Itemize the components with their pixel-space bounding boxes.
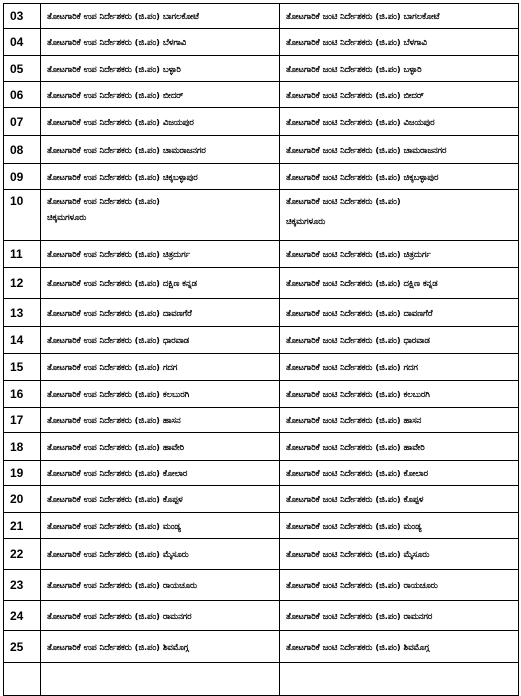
deputy-director-cell: ತೋಟಗಾರಿಕೆ ಉಪ ನಿರ್ದೇಶಕರು (ಜಿ.ಪಂ) ದಾವಣಗೆರೆ (41, 299, 280, 327)
table-row (4, 486, 519, 513)
deputy-director-cell (41, 663, 280, 696)
joint-director-cell: ತೋಟಗಾರಿಕೆ ಜಂಟಿ ನಿರ್ದೇಶಕರು (ಜಿ.ಪಂ) ಬಳ್ಳಾರಿ (280, 56, 519, 82)
table-row (4, 601, 519, 631)
deputy-director-cell: ತೋಟಗಾರಿಕೆ ಉಪ ನಿರ್ದೇಶಕರು (ಜಿ.ಪಂ) ವಿಜಯಪುರ (41, 108, 280, 136)
table-body (4, 4, 519, 696)
serial-number: 09 (4, 164, 41, 190)
table-row (4, 268, 519, 299)
deputy-director-cell: ತೋಟಗಾರಿಕೆ ಉಪ ನಿರ್ದೇಶಕರು (ಜಿ.ಪಂ) ಹಾಸನ (41, 408, 280, 433)
joint-director-cell: ತೋಟಗಾರಿಕೆ ಜಂಟಿ ನಿರ್ದೇಶಕರು (ಜಿ.ಪಂ) ರಾಯಚೂರು (280, 570, 519, 601)
serial-number: 05 (4, 56, 41, 82)
joint-director-cell: ತೋಟಗಾರಿಕೆ ಜಂಟಿ ನಿರ್ದೇಶಕರು (ಜಿ.ಪಂ) ಶಿವಮೊಗ್ಗ (280, 631, 519, 663)
deputy-director-cell: ತೋಟಗಾರಿಕೆ ಉಪ ನಿರ್ದೇಶಕರು (ಜಿ.ಪಂ) ಕೋಲಾರ (41, 461, 280, 486)
deputy-director-cell: ತೋಟಗಾರಿಕೆ ಉಪ ನಿರ್ದೇಶಕರು (ಜಿ.ಪಂ) ರಾಯಚೂರು (41, 570, 280, 601)
table-row (4, 108, 519, 136)
joint-director-line-1: ತೋಟಗಾರಿಕೆ ಜಂಟಿ ನಿರ್ದೇಶಕರು (ಜಿ.ಪಂ) (286, 196, 401, 206)
serial-number (4, 663, 41, 696)
deputy-director-cell: ತೋಟಗಾರಿಕೆ ಉಪ ನಿರ್ದೇಶಕರು (ಜಿ.ಪಂ) ಹಾವೇರಿ (41, 433, 280, 461)
joint-director-cell: ತೋಟಗಾರಿಕೆ ಜಂಟಿ ನಿರ್ದೇಶಕರು (ಜಿ.ಪಂ) ಧಾರವಾಡ (280, 327, 519, 354)
deputy-director-cell: ತೋಟಗಾರಿಕೆ ಉಪ ನಿರ್ದೇಶಕರು (ಜಿ.ಪಂ) ರಾಮನಗರ (41, 601, 280, 631)
deputy-director-cell: ತೋಟಗಾರಿಕೆ ಉಪ ನಿರ್ದೇಶಕರು (ಜಿ.ಪಂ) ಬಳ್ಳಾರಿ (41, 56, 280, 82)
joint-director-cell: ತೋಟಗಾರಿಕೆ ಜಂಟಿ ನಿರ್ದೇಶಕರು (ಜಿ.ಪಂ) ದಾವಣಗೆರೆ (280, 299, 519, 327)
deputy-director-line-1: ತೋಟಗಾರಿಕೆ ಉಪ ನಿರ್ದೇಶಕರು (ಜಿ.ಪಂ) (47, 196, 160, 206)
joint-director-cell: ತೋಟಗಾರಿಕೆ ಜಂಟಿ ನಿರ್ದೇಶಕರು (ಜಿ.ಪಂ) ಚಾಮರಾಜನಗರ (280, 136, 519, 164)
serial-number: 20 (4, 486, 41, 513)
deputy-director-cell: ತೋಟಗಾರಿಕೆ ಉಪ ನಿರ್ದೇಶಕರು (ಜಿ.ಪಂ) ಗದಗ (41, 354, 280, 381)
deputy-director-cell: ತೋಟಗಾರಿಕೆ ಉಪ ನಿರ್ದೇಶಕರು (ಜಿ.ಪಂ) ಕೊಪ್ಪಳ (41, 486, 280, 513)
deputy-director-cell: ತೋಟಗಾರಿಕೆ ಉಪ ನಿರ್ದೇಶಕರು (ಜಿ.ಪಂ) ಬೆಳಗಾವಿ (41, 29, 280, 56)
table-row (4, 570, 519, 601)
table-row (4, 164, 519, 190)
joint-director-cell: ತೋಟಗಾರಿಕೆ ಜಂಟಿ ನಿರ್ದೇಶಕರು (ಜಿ.ಪಂ) ವಿಜಯಪುರ (280, 108, 519, 136)
serial-number: 12 (4, 268, 41, 299)
deputy-director-line-2: ಚಿಕ್ಕಮಗಳೂರು (47, 212, 87, 222)
deputy-director-cell: ತೋಟಗಾರಿಕೆ ಉಪ ನಿರ್ದೇಶಕರು (ಜಿ.ಪಂ) ಮಂಡ್ಯ (41, 513, 280, 539)
table-row (4, 408, 519, 433)
table-row (4, 354, 519, 381)
joint-director-line-2: ಚಿಕ್ಕಮಗಳೂರು (286, 216, 326, 226)
joint-director-cell: ತೋಟಗಾರಿಕೆ ಜಂಟಿ ನಿರ್ದೇಶಕರು (ಜಿ.ಪಂ) ಹಾವೇರಿ (280, 433, 519, 461)
table-row (4, 433, 519, 461)
serial-number: 17 (4, 408, 41, 433)
deputy-director-cell (41, 190, 280, 241)
table-row (4, 29, 519, 56)
joint-director-cell: ತೋಟಗಾರಿಕೆ ಜಂಟಿ ನಿರ್ದೇಶಕರು (ಜಿ.ಪಂ) ರಾಮನಗರ (280, 601, 519, 631)
serial-number: 06 (4, 82, 41, 108)
table-row (4, 241, 519, 268)
serial-number: 11 (4, 241, 41, 268)
table-row (4, 82, 519, 108)
serial-number: 10 (4, 190, 41, 241)
table-row (4, 136, 519, 164)
serial-number: 16 (4, 381, 41, 408)
deputy-director-cell: ತೋಟಗಾರಿಕೆ ಉಪ ನಿರ್ದೇಶಕರು (ಜಿ.ಪಂ) ಚಿಕ್ಕಬಳ್ಳಾಪುರ (41, 164, 280, 190)
serial-number: 03 (4, 4, 41, 29)
joint-director-cell: ತೋಟಗಾರಿಕೆ ಜಂಟಿ ನಿರ್ದೇಶಕರು (ಜಿ.ಪಂ) ಕೋಲಾರ (280, 461, 519, 486)
deputy-director-cell: ತೋಟಗಾರಿಕೆ ಉಪ ನಿರ್ದೇಶಕರು (ಜಿ.ಪಂ) ಚಾಮರಾಜನಗರ (41, 136, 280, 164)
joint-director-cell: ತೋಟಗಾರಿಕೆ ಜಂಟಿ ನಿರ್ದೇಶಕರು (ಜಿ.ಪಂ) ಬೆಳಗಾವಿ (280, 29, 519, 56)
table-row (4, 513, 519, 539)
joint-director-cell: ತೋಟಗಾರಿಕೆ ಜಂಟಿ ನಿರ್ದೇಶಕರು (ಜಿ.ಪಂ) ಚಿತ್ರದುರ್ಗ (280, 241, 519, 268)
joint-director-cell: ತೋಟಗಾರಿಕೆ ಜಂಟಿ ನಿರ್ದೇಶಕರು (ಜಿ.ಪಂ) ಗದಗ (280, 354, 519, 381)
serial-number: 21 (4, 513, 41, 539)
deputy-director-cell: ತೋಟಗಾರಿಕೆ ಉಪ ನಿರ್ದೇಶಕರು (ಜಿ.ಪಂ) ಶಿವಮೊಗ್ಗ (41, 631, 280, 663)
table-row (4, 461, 519, 486)
joint-director-cell: ತೋಟಗಾರಿಕೆ ಜಂಟಿ ನಿರ್ದೇಶಕರು (ಜಿ.ಪಂ) ಹಾಸನ (280, 408, 519, 433)
table-row (4, 539, 519, 570)
joint-director-cell: ತೋಟಗಾರಿಕೆ ಜಂಟಿ ನಿರ್ದೇಶಕರು (ಜಿ.ಪಂ) ಬಾಗಲಕೋಟೆ (280, 4, 519, 29)
table-row (4, 327, 519, 354)
district-offices-table (3, 3, 519, 696)
joint-director-cell: ತೋಟಗಾರಿಕೆ ಜಂಟಿ ನಿರ್ದೇಶಕರು (ಜಿ.ಪಂ) ಚಿಕ್ಕಬಳ್ಳಾಪುರ (280, 164, 519, 190)
serial-number: 18 (4, 433, 41, 461)
table-row (4, 299, 519, 327)
table-row (4, 381, 519, 408)
table-row (4, 631, 519, 663)
deputy-director-cell: ತೋಟಗಾರಿಕೆ ಉಪ ನಿರ್ದೇಶಕರು (ಜಿ.ಪಂ) ದಕ್ಷಿಣ ಕನ್ನಡ (41, 268, 280, 299)
serial-number: 14 (4, 327, 41, 354)
table-row (4, 190, 519, 241)
table-row (4, 56, 519, 82)
joint-director-cell (280, 190, 519, 241)
serial-number: 08 (4, 136, 41, 164)
joint-director-cell: ತೋಟಗಾರಿಕೆ ಜಂಟಿ ನಿರ್ದೇಶಕರು (ಜಿ.ಪಂ) ಬೀದರ್ (280, 82, 519, 108)
table-row (4, 4, 519, 29)
deputy-director-cell: ತೋಟಗಾರಿಕೆ ಉಪ ನಿರ್ದೇಶಕರು (ಜಿ.ಪಂ) ಚಿತ್ರದುರ್ಗ (41, 241, 280, 268)
serial-number: 04 (4, 29, 41, 56)
serial-number: 25 (4, 631, 41, 663)
serial-number: 19 (4, 461, 41, 486)
deputy-director-cell: ತೋಟಗಾರಿಕೆ ಉಪ ನಿರ್ದೇಶಕರು (ಜಿ.ಪಂ) ಬಾಗಲಕೋಟೆ (41, 4, 280, 29)
joint-director-cell: ತೋಟಗಾರಿಕೆ ಜಂಟಿ ನಿರ್ದೇಶಕರು (ಜಿ.ಪಂ) ಕೊಪ್ಪಳ (280, 486, 519, 513)
joint-director-cell: ತೋಟಗಾರಿಕೆ ಜಂಟಿ ನಿರ್ದೇಶಕರು (ಜಿ.ಪಂ) ದಕ್ಷಿಣ ಕನ್ನಡ (280, 268, 519, 299)
deputy-director-cell: ತೋಟಗಾರಿಕೆ ಉಪ ನಿರ್ದೇಶಕರು (ಜಿ.ಪಂ) ಮೈಸೂರು (41, 539, 280, 570)
deputy-director-cell: ತೋಟಗಾರಿಕೆ ಉಪ ನಿರ್ದೇಶಕರು (ಜಿ.ಪಂ) ಬೀದರ್ (41, 82, 280, 108)
serial-number: 07 (4, 108, 41, 136)
deputy-director-cell: ತೋಟಗಾರಿಕೆ ಉಪ ನಿರ್ದೇಶಕರು (ಜಿ.ಪಂ) ಕಲಬುರಗಿ (41, 381, 280, 408)
deputy-director-cell: ತೋಟಗಾರಿಕೆ ಉಪ ನಿರ್ದೇಶಕರು (ಜಿ.ಪಂ) ಧಾರವಾಡ (41, 327, 280, 354)
joint-director-cell: ತೋಟಗಾರಿಕೆ ಜಂಟಿ ನಿರ್ದೇಶಕರು (ಜಿ.ಪಂ) ಮಂಡ್ಯ (280, 513, 519, 539)
serial-number: 24 (4, 601, 41, 631)
serial-number: 15 (4, 354, 41, 381)
table-row (4, 663, 519, 696)
joint-director-cell (280, 663, 519, 696)
serial-number: 13 (4, 299, 41, 327)
serial-number: 22 (4, 539, 41, 570)
joint-director-cell: ತೋಟಗಾರಿಕೆ ಜಂಟಿ ನಿರ್ದೇಶಕರು (ಜಿ.ಪಂ) ಕಲಬುರಗಿ (280, 381, 519, 408)
serial-number: 23 (4, 570, 41, 601)
joint-director-cell: ತೋಟಗಾರಿಕೆ ಜಂಟಿ ನಿರ್ದೇಶಕರು (ಜಿ.ಪಂ) ಮೈಸೂರು (280, 539, 519, 570)
